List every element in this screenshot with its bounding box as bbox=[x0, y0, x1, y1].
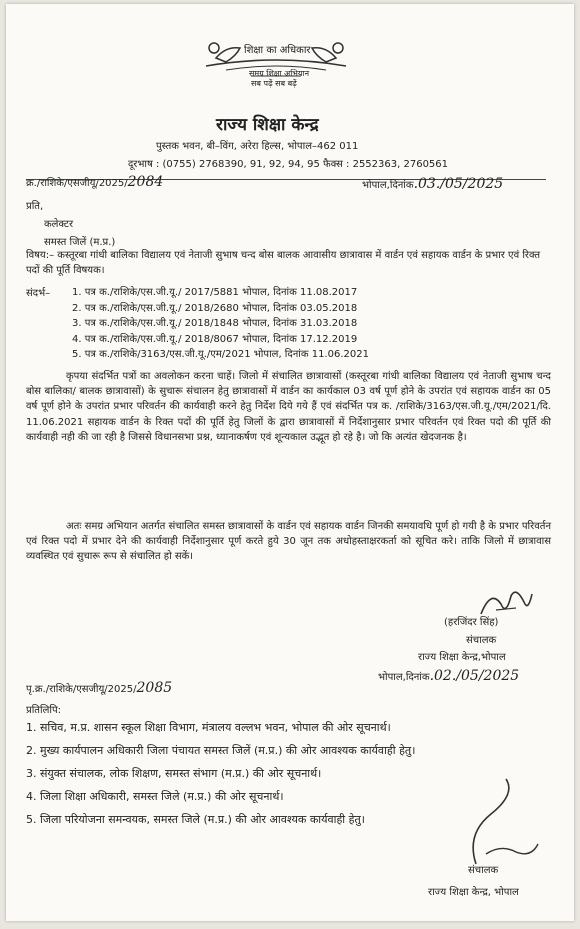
copy-signatory-org: राज्य शिक्षा केन्द्र, भोपाल bbox=[428, 887, 519, 898]
copy-date: भोपाल,दिनांक.02./05/2025 bbox=[378, 668, 520, 684]
recipient-area: समस्त जिलें (म.प्र.) bbox=[44, 237, 116, 248]
letter-date: भोपाल,दिनांक.03./05/2025 bbox=[362, 176, 504, 192]
reference-item: 2. पत्र क./राशिके/एस.जी.यू./ 2018/2680 भोपाल, दिनांक 03.05.2018 bbox=[72, 302, 358, 314]
reference-label: संदर्भ– bbox=[26, 288, 51, 299]
copy-item: 4. जिला शिक्षा अधिकारी, समस्त जिले (म.प्र.) की ओर सूचनार्थ। bbox=[26, 790, 284, 803]
org-name: राज्य शिक्षा केन्द्र bbox=[216, 115, 319, 135]
recipient: कलेक्टर bbox=[44, 219, 74, 230]
copy-signatory-post: संचालक bbox=[468, 865, 499, 876]
copy-ref-no: पृ.क्र./राशिके/एसजीयू/2025/2085 bbox=[26, 680, 173, 696]
org-address: पुस्तक भवन, बी–विंग, अरेरा हिल्स, भोपाल–462 011 bbox=[156, 141, 359, 152]
letter-ref-no: क्र./राशिके/एसजीयू/2025/2084 bbox=[26, 174, 164, 190]
logo-tagline: समग्र शिक्षा अभियान bbox=[249, 69, 310, 78]
to-label: प्रति, bbox=[26, 201, 44, 212]
copy-label: प्रतिलिपि: bbox=[26, 705, 61, 716]
copy-item: 1. सचिव, म.प्र. शासन स्कूल शिक्षा विभाग, मंत्रालय वल्लभ भवन, भोपाल की ओर सूचनार्थ। bbox=[26, 721, 391, 734]
signatory-name: (हरजिंदर सिंह) bbox=[444, 617, 499, 628]
copy-item: 3. संयुक्त संचालक, लोक शिक्षण, समस्त संभाग (म.प्र.) की ओर सूचनार्थ। bbox=[26, 767, 322, 780]
body-paragraph-2: अतः समग्र अभियान अतर्गत संचालित समस्त छात्रावासों के वार्डन एवं सहायक वार्डन जिनकी समयावधि पूर्ण हो गयी है के प्रभार परिवर्तन एवं रिक्त पदो में प्रभार देने की कार्यवाही निर्देशानुसार पूर्ण करते हुये 30 जून तक अधोहस्ताक्षरकर्ता को सूचित करे। ताकि जिलो में छात्रावास व्यवस्थित एवं सुचारू रूप से संचालित हो सकें। bbox=[26, 521, 551, 563]
letter-page bbox=[6, 4, 574, 921]
signature-2 bbox=[446, 774, 546, 869]
logo-title: शिक्षा का अधिकार bbox=[244, 45, 311, 56]
body-paragraph-1: कृपया संदर्भित पत्रों का अवलोकन करना चाहें। जिलो में संचालित छात्रावासों (कस्तूरबा गांधी बालिका विद्यालय एवं नेताजी सुभाष चन्द बोस बालिका/ बालक छात्रावासों) के सुचारू संचालन हेतु छात्रावासों में वार्डन का कार्यकाल 03 वर्ष पूर्ण होने के उपरांत एवं सहायक वार्डन का 05 वर्ष पूर्ण होने के उपरांत प्रभार परिवर्तन की कार्यवाही करने हेतु निर्देश दिये गये हैं एवं संदर्भित पत्र क. /राशिके/3163/एस.जी.यू./एम/2021/दि. 11.06.2021 सहायक वार्डन के रिक्त पदों की पूर्ति हेतु जिलों के द्वारा छात्रावासों में निर्देशानुसार प्रभार परिवर्तन एवं रिक्त पदो की पूर्ति की कार्यवाही नही की जा रही है जिससे विधानसभा प्रश्न, ध्यानाकर्षण एवं शून्यकाल उद्भूत हो रहे है। जो कि अत्यंत खेदजनक है। bbox=[26, 371, 551, 443]
org-phone: दूरभाष : (0755) 2768390, 91, 92, 94, 95 फैक्स : 2552363, 2760561 bbox=[128, 159, 449, 170]
copy-list bbox=[26, 716, 415, 831]
signatory-post: संचालक bbox=[466, 635, 497, 646]
copy-item: 2. मुख्य कार्यपालन अधिकारी जिला पंचायत समस्त जिलें (म.प्र.) की ओर आवश्यक कार्यवाही हेतु। bbox=[26, 744, 416, 757]
signatory-org: राज्य शिक्षा केन्द्र,भोपाल bbox=[418, 652, 506, 663]
reference-item: 1. पत्र क./राशिके/एस.जी.यू./ 2017/5881 भोपाल, दिनांक 11.08.2017 bbox=[72, 287, 358, 298]
copy-item: 5. जिला परियोजना समन्वयक, समस्त जिले (म.प्र.) की ओर आवश्यक कार्यवाही हेतु। bbox=[26, 813, 365, 826]
reference-list bbox=[72, 285, 369, 363]
reference-item: 3. पत्र क./राशिके/एस.जी.यू./ 2018/1848 भोपाल, दिनांक 31.03.2018 bbox=[72, 318, 358, 329]
reference-item: 4. पत्र क./राशिके/एस.जी.यू./ 2018/8067 भोपाल, दिनांक 17.12.2019 bbox=[72, 333, 358, 345]
logo-tagline-2: सब पढ़ें सब बढ़ें bbox=[251, 79, 297, 88]
reference-item: 5. पत्र क./राशिके/3163/एस.जी.यू./एम/2021 भोपाल, दिनांक 11.06.2021 bbox=[72, 349, 369, 360]
letter-subject: विषय:– कस्तूरबा गांधी बालिका विद्यालय एवं नेताजी सुभाष चन्द बोस बालक आवासीय छात्रावास में वार्डन एवं सहायक वार्डन के प्रभार एवं रिक्त पदों की पूर्ति विषयक। bbox=[26, 250, 541, 277]
